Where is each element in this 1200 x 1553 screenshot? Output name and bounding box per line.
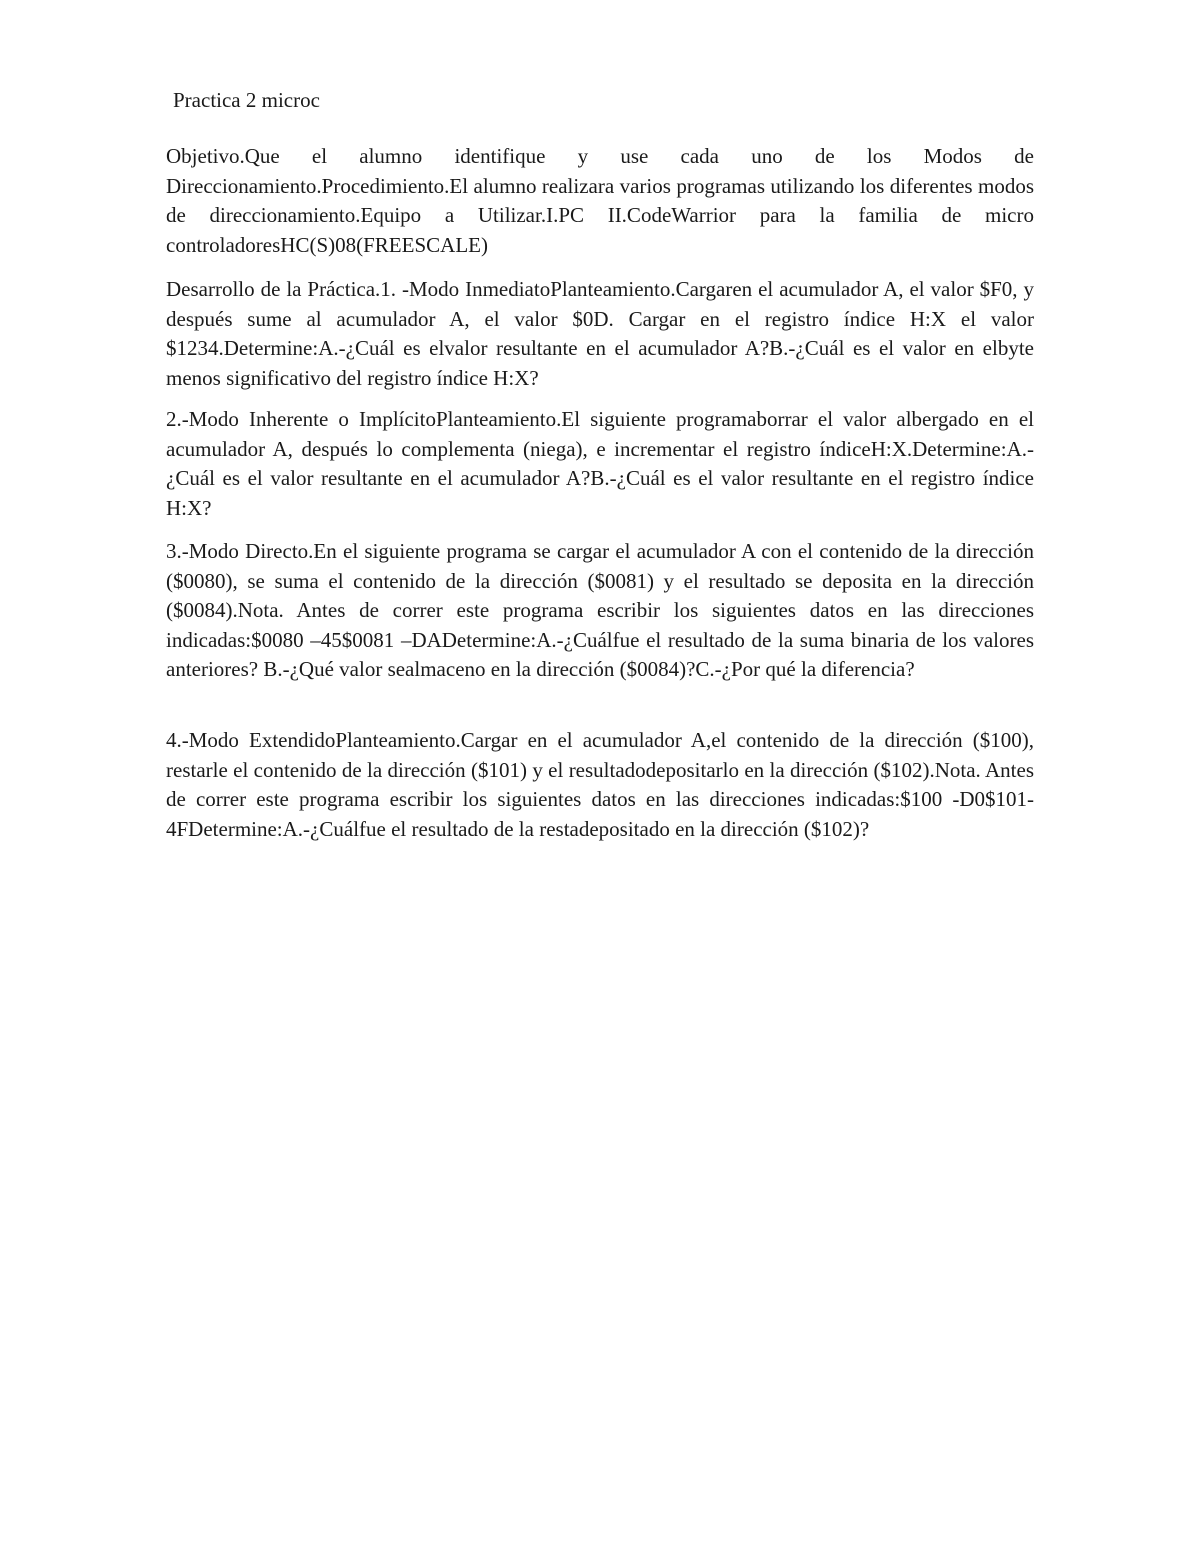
paragraph-modo-inherente: 2.-Modo Inherente o ImplícitoPlanteamiento.El siguiente programaborrar el valor albergado en el acumulador A, después lo complementa (niega), e incrementar el registro índiceH:X.Determine:A.-¿Cuál es el valor resultante en el acumulador A?B.-¿Cuál es el valor resultante en el registro índice H:X? bbox=[166, 407, 1034, 520]
paragraph-modo-directo: 3.-Modo Directo.En el siguiente programa se cargar el acumulador A con el contenido de la dirección ($0080), se suma el contenido de la dirección ($0081) y el resultado se deposita en la dirección ($0084).Nota. Antes de correr este programa escribir los siguientes datos en las direcciones indicadas:$0080 –45$0081 –DADetermine:A.-¿Cuálfue el resultado de la suma binaria de los valores anteriores? B.-¿Qué valor sealmaceno en la dirección ($0084)?C.-¿Por qué la diferencia? bbox=[166, 539, 1034, 682]
document-title: Practica 2 microc bbox=[173, 88, 320, 112]
paragraph-modo-inmediato: Desarrollo de la Práctica.1. -Modo InmediatoPlanteamiento.Cargaren el acumulador A, el valor $F0, y después sume al acumulador A, el valor $0D. Cargar en el registro índice H:X el valor $1234.Determine:A.-¿Cuál es elvalor resultante en el acumulador A?B.-¿Cuál es el valor en elbyte menos significativo del registro índice H:X? bbox=[166, 277, 1034, 390]
paragraph-objetivo: Objetivo.Que el alumno identifique y use cada uno de los Modos de Direccionamiento.Procedimiento.El alumno realizara varios programas utilizando los diferentes modos de direccionamiento.Equipo a Utilizar.I.PC II.CodeWarrior para la familia de micro controladoresHC(S)08(FREESCALE) bbox=[166, 144, 1034, 257]
paragraph-modo-extendido: 4.-Modo ExtendidoPlanteamiento.Cargar en el acumulador A,el contenido de la dirección ($100), restarle el contenido de la dirección ($101) y el resultadodepositarlo en la dirección ($102).Nota. Antes de correr este programa escribir los siguientes datos en las direcciones indicadas:$100 -D0$101-4FDetermine:A.-¿Cuálfue el resultado de la restadepositado en la dirección ($102)? bbox=[166, 728, 1034, 841]
